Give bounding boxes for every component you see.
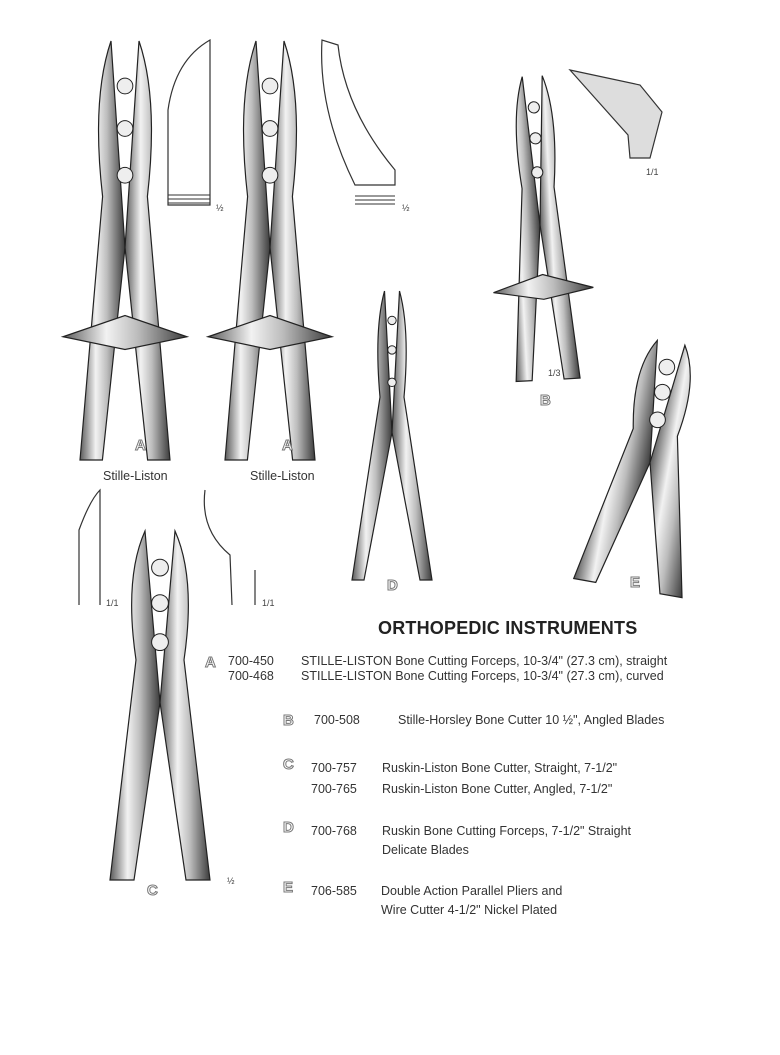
item-code: 700-468 <box>228 669 274 683</box>
item-letter: B <box>283 712 294 729</box>
blade-profile-c2 <box>204 490 255 605</box>
blade-profile-b <box>570 70 662 158</box>
item-description: Wire Cutter 4-1/2" Nickel Plated <box>381 903 558 917</box>
item-code: 700-765 <box>311 782 357 796</box>
blade-profile-a2 <box>322 40 395 185</box>
item-code: 700-768 <box>311 824 357 838</box>
caption-a1: Stille-Liston <box>103 469 168 483</box>
item-code: 700-508 <box>314 713 360 727</box>
instrument-e <box>574 333 726 597</box>
item-description: Ruskin Bone Cutting Forceps, 7-1/2" Straight <box>382 824 632 838</box>
scale-b-blade: 1/1 <box>646 167 659 177</box>
item-description: Double Action Parallel Pliers and <box>381 884 563 898</box>
item-code: 700-757 <box>311 761 357 775</box>
scale-c: ½ <box>227 876 235 886</box>
instrument-a-curved <box>208 41 332 460</box>
figure-label-a1: A <box>135 437 146 454</box>
item-description: Ruskin-Liston Bone Cutter, Angled, 7-1/2" <box>382 782 613 796</box>
item-description: STILLE-LISTON Bone Cutting Forceps, 10-3/4" (27.3 cm), straight <box>301 654 668 668</box>
item-description: STILLE-LISTON Bone Cutting Forceps, 10-3/4" (27.3 cm), curved <box>301 669 664 683</box>
caption-a2: Stille-Liston <box>250 469 315 483</box>
page-title: ORTHOPEDIC INSTRUMENTS <box>378 618 638 638</box>
figure-label-b: B <box>540 392 551 409</box>
item-code: 700-450 <box>228 654 274 668</box>
item-letter: D <box>283 819 294 836</box>
figure-label-a2: A <box>282 437 293 454</box>
figure-label-c: C <box>147 882 158 899</box>
item-letter: A <box>205 654 216 671</box>
blade-profile-a1 <box>168 40 210 205</box>
item-code: 706-585 <box>311 884 357 898</box>
instrument-d <box>352 291 432 580</box>
figure-label-e: E <box>630 574 641 591</box>
scale-c-blade1: 1/1 <box>106 598 119 608</box>
instrument-b <box>482 74 598 383</box>
scale-c-blade2: 1/1 <box>262 598 275 608</box>
item-description: Stille-Horsley Bone Cutter 10 ½", Angled Blades <box>398 713 665 727</box>
scale-a1: ½ <box>216 203 224 213</box>
scale-b: 1/3 <box>548 368 561 378</box>
item-description: Delicate Blades <box>382 843 469 857</box>
item-letter: E <box>283 879 294 896</box>
item-letter: C <box>283 756 294 773</box>
item-description: Ruskin-Liston Bone Cutter, Straight, 7-1/2" <box>382 761 618 775</box>
blade-profile-c1 <box>79 490 100 605</box>
figure-label-d: D <box>387 577 398 594</box>
scale-a2: ½ <box>402 203 410 213</box>
instrument-c <box>110 531 210 880</box>
